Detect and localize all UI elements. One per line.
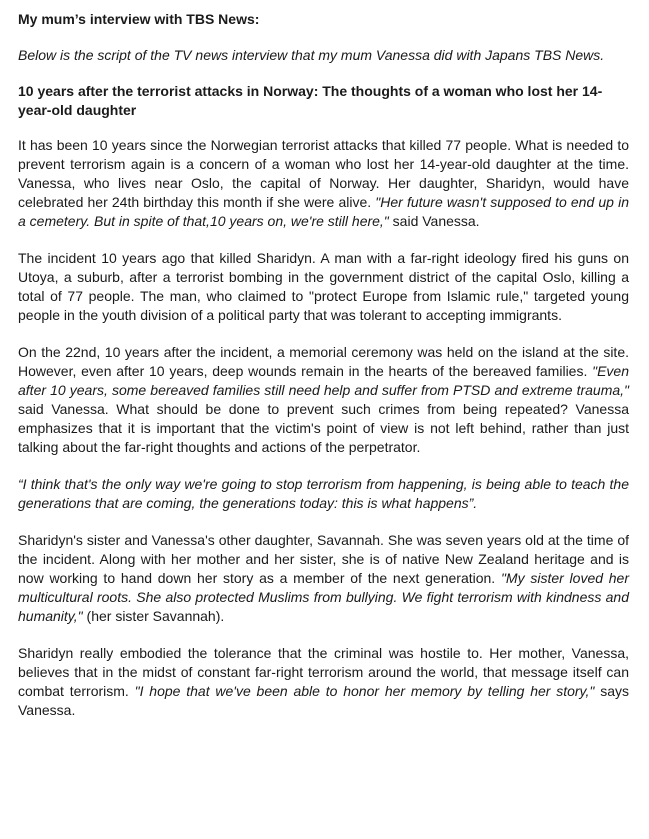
paragraph-1-text: It has been 10 years since the Norwegian terrorist attacks that killed 77 people. What is needed to prevent terrorism again is a concern of a woman who lost her 14-year-old daughter at the time. Vanessa, who lives near Oslo, the capital of Norway. Her daughter, Sharidyn, would have celebrated her 24th birthday this month if she were alive. <box>18 137 629 210</box>
paragraph-6 <box>18 644 629 720</box>
paragraph-4-text: “I think that's the only way we're going to stop terrorism from happening, is being able to teach the generations that are coming, the generations today: this is what happens”. <box>18 476 629 511</box>
paragraph-1 <box>18 136 629 231</box>
paragraph-4-quote <box>18 475 629 513</box>
paragraph-2-text: The incident 10 years ago that killed Sharidyn. A man with a far-right ideology fired his guns on Utoya, a suburb, after a terrorist bombing in the government district of the capital Oslo, killing a total of 77 people. The man, who claimed to "protect Europe from Islamic rule," targeted young people in the youth division of a political party that was tolerant to accepting immigrants. <box>18 250 629 323</box>
paragraph-5-text: Sharidyn's sister and Vanessa's other daughter, Savannah. She was seven years old at the time of the incident. Along with her mother and her sister, she is of native New Zealand heritage and is now working to hand down her story as a member of the next generation. <box>18 532 629 586</box>
paragraph-6-after: says Vanessa. <box>18 683 629 718</box>
paragraph-5 <box>18 531 629 626</box>
paragraph-6-text: Sharidyn really embodied the tolerance that the criminal was hostile to. Her mother, Vanessa, believes that in the midst of constant far-right terrorism around the world, that message itself can combat terrorism. <box>18 645 629 699</box>
paragraph-5-quote: "My sister loved her multicultural roots. She also protected Muslims from bullying. We fight terrorism with kindness and humanity," <box>18 570 630 624</box>
paragraph-3-text: On the 22nd, 10 years after the incident, a memorial ceremony was held on the island at the site. However, even after 10 years, deep wounds remain in the hearts of the bereaved families. <box>18 344 629 379</box>
paragraph-3-quote: "Even after 10 years, some bereaved families still need help and suffer from PTSD and extreme trauma," <box>18 363 629 398</box>
paragraph-3 <box>18 343 629 457</box>
document-heading: My mum’s interview with TBS News: <box>18 11 260 27</box>
paragraph-2 <box>18 249 629 325</box>
paragraph-3-after: said Vanessa. What should be done to prevent such crimes from being repeated? Vanessa emphasizes that it is important that the victim's point of view is not left behind, rather than just talking about the far-right thoughts and actions of the perpetrator. <box>18 401 629 455</box>
paragraph-1-after: said Vanessa. <box>388 213 480 229</box>
intro-text: Below is the script of the TV news interview that my mum Vanessa did with Japans TBS News. <box>18 47 605 63</box>
paragraph-1-quote: "Her future wasn't supposed to end up in a cemetery. But in spite of that,10 years on, we're still here," <box>18 194 629 229</box>
paragraph-6-quote: "I hope that we've been able to honor her memory by telling her story," <box>134 683 595 699</box>
article-headline: 10 years after the terrorist attacks in Norway: The thoughts of a woman who lost her 14-year-old daughter <box>18 83 603 118</box>
paragraph-5-after: (her sister Savannah). <box>82 608 225 624</box>
